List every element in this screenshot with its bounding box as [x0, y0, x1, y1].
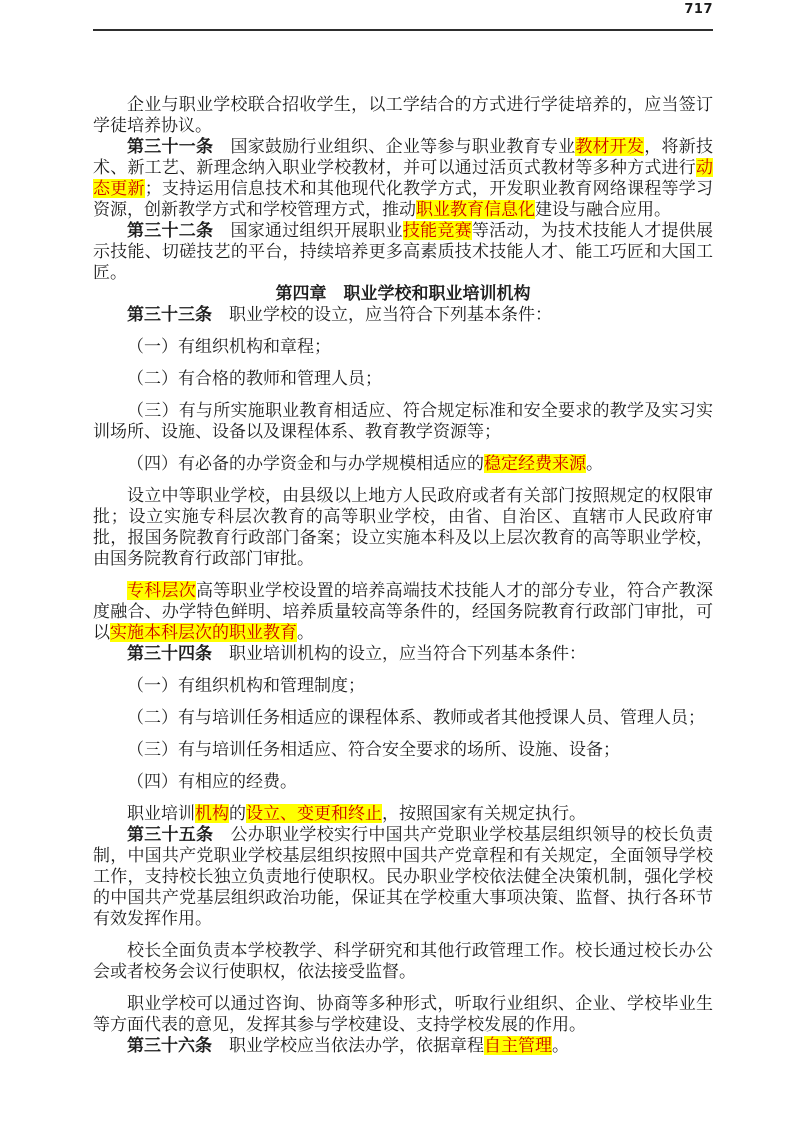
text-run: 。 — [586, 454, 603, 473]
paragraph — [93, 580, 713, 643]
paragraph — [93, 707, 713, 728]
paragraph — [93, 675, 713, 696]
text-run: 建设与融合应用。 — [535, 200, 671, 219]
text-run: 职业培训机构的设立，应当符合下列基本条件： — [212, 644, 586, 663]
text-run: 国家鼓励行业组织、企业等参与职业教育专业 — [213, 137, 576, 156]
page-number: 717 — [684, 2, 713, 17]
text-run: （一）有组织机构和章程； — [127, 337, 331, 356]
text-run: 国家通过组织开展职业 — [213, 221, 403, 240]
text-run: ；支持运用信息技术和其他现代化教学方式，开发职业教育网络课程等学习资源，创新教学方式和学校管理方式，推动 — [93, 179, 714, 219]
paragraph — [93, 993, 713, 1035]
text-run: 企业与职业学校联合招收学生，以工学结合的方式进行学徒培养的，应当签订学徒培养协议。 — [93, 95, 713, 135]
text-run: ，按照国家有关规定执行。 — [382, 804, 586, 823]
paragraph — [93, 94, 713, 136]
text-run: 的 — [229, 804, 246, 823]
chapter-title-text: 第四章 职业学校和职业培训机构 — [275, 284, 531, 303]
text-run: 高等职业学校设置的培养高端技术技能人才的部分专业，符合产教深度融合、办学特色鲜明、培养质量较高等条件的，经国务院教育行政部门审批，可以 — [93, 581, 714, 642]
article-number: 第三十二条 — [127, 221, 214, 240]
text-run: （二）有与培训任务相适应的课程体系、教师或者其他授课人员、管理人员； — [127, 708, 705, 727]
highlighted-text: 动态更新 — [93, 158, 713, 198]
article-number: 第三十三条 — [127, 305, 212, 324]
paragraph — [93, 739, 713, 760]
paragraph — [93, 824, 713, 929]
highlighted-text: 技能竞赛 — [402, 221, 472, 240]
paragraph — [93, 220, 713, 283]
paragraph — [93, 643, 713, 664]
paragraph — [93, 304, 713, 325]
chapter-heading — [93, 283, 713, 304]
text-run: 职业培训 — [127, 804, 195, 823]
article-number: 第三十五条 — [127, 825, 214, 844]
text-run: （三）有与所实施职业教育相适应、符合规定标准和安全要求的教学及实习实训场所、设施、设备以及课程体系、教育教学资源等； — [93, 401, 713, 441]
paragraph — [93, 368, 713, 389]
text-run: （四）有相应的经费。 — [127, 772, 297, 791]
text-run: 设立中等职业学校，由县级以上地方人民政府或者有关部门按照规定的权限审批；设立实施专科层次教育的高等职业学校，由省、自治区、直辖市人民政府审批，报国务院教育行政部门备案；设立实施本科及以上层次教育的高等职业学校，由国务院教育行政部门审批。 — [93, 486, 713, 568]
text-run: （三）有与培训任务相适应、符合安全要求的场所、设施、设备； — [127, 740, 620, 759]
text-run: （四）有必备的办学资金和与办学规模相适应的 — [127, 454, 484, 473]
highlighted-text: 自主管理 — [484, 1036, 552, 1055]
paragraph — [93, 336, 713, 357]
text-run: ，将新技术、新工艺、新理念纳入职业学校教材，并可以通过活页式教材等多种方式进行 — [93, 137, 714, 177]
highlighted-text: 实施本科层次的职业教育 — [110, 623, 297, 642]
paragraph — [93, 136, 713, 220]
paragraph — [93, 940, 713, 982]
text-run: 职业学校应当依法办学，依据章程 — [212, 1036, 484, 1055]
text-run: 。 — [297, 623, 314, 642]
header-rule — [93, 29, 713, 31]
paragraph — [93, 771, 713, 792]
text-run: 等活动，为技术技能人才提供展示技能、切磋技艺的平台，持续培养更多高素质技术技能人才、能工巧匠和大国工匠。 — [93, 221, 714, 282]
article-number: 第三十六条 — [127, 1036, 212, 1055]
paragraph — [93, 400, 713, 442]
text-run: 公办职业学校实行中国共产党职业学校基层组织领导的校长负责制，中国共产党职业学校基层组织按照中国共产党章程和有关规定，全面领导学校工作，支持校长独立负责地行使职权。民办职业学校依法健全决策机制，强化学校的中国共产党基层组织政治功能，保证其在学校重大事项决策、监督、执行各环节有效发挥作用。 — [93, 825, 714, 928]
text-run: 校长全面负责本学校教学、科学研究和其他行政管理工作。校长通过校长办公会或者校务会议行使职权，依法接受监督。 — [93, 941, 713, 981]
paragraph — [93, 1035, 713, 1056]
text-run: 。 — [552, 1036, 569, 1055]
text-run: （二）有合格的教师和管理人员； — [127, 369, 382, 388]
paragraph — [93, 453, 713, 474]
highlighted-text: 教材开发 — [575, 137, 645, 156]
highlighted-text: 稳定经费来源 — [484, 454, 586, 473]
paragraph — [93, 803, 713, 824]
highlighted-text: 专科层次 — [127, 581, 196, 600]
highlighted-text: 设立、变更和终止 — [246, 804, 382, 823]
text-run: （一）有组织机构和管理制度； — [127, 676, 365, 695]
paragraph — [93, 485, 713, 569]
text-run: 职业学校可以通过咨询、协商等多种形式，听取行业组织、企业、学校毕业生等方面代表的意见，发挥其参与学校建设、支持学校发展的作用。 — [93, 994, 713, 1034]
highlighted-text: 机构 — [195, 804, 229, 823]
highlighted-text: 职业教育信息化 — [416, 200, 535, 219]
text-run: 职业学校的设立，应当符合下列基本条件： — [212, 305, 552, 324]
article-number: 第三十一条 — [127, 137, 214, 156]
document-body — [93, 94, 713, 1056]
article-number: 第三十四条 — [127, 644, 212, 663]
